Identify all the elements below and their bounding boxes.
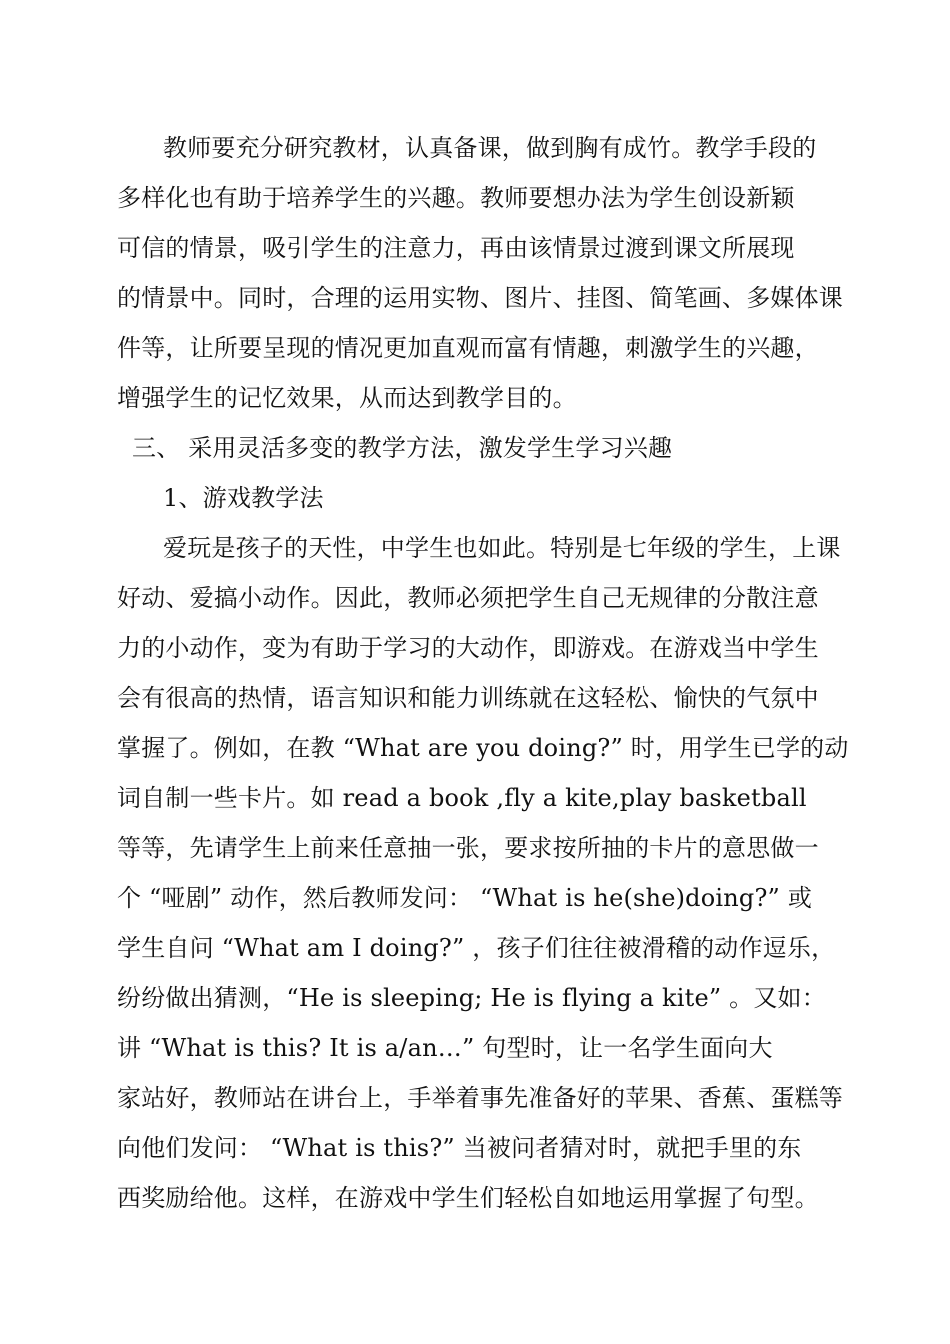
paragraph-line: 多样化也有助于培养学生的兴趣。教师要想办法为学生创设新颖 [117,184,795,212]
paragraph-line: 会有很高的热情，语言知识和能力训练就在这轻松、愉快的气氛中 [117,684,819,712]
paragraph-line: 爱玩是孩子的天性，中学生也如此。特别是七年级的学生，上课 [163,534,841,562]
paragraph-line: 力的小动作，变为有助于学习的大动作，即游戏。在游戏当中学生 [117,634,819,662]
paragraph-line: 纷纷做出猜测，“He is sleeping; He is flying a kite” 。又如： [117,984,826,1012]
paragraph-line: 掌握了。例如，在教 “What are you doing?” 时，用学生已学的动 [117,734,849,762]
paragraph-line: 可信的情景，吸引学生的注意力，再由该情景过渡到课文所展现 [117,234,795,262]
paragraph-line: 等等，先请学生上前来任意抽一张，要求按所抽的卡片的意思做一 [117,834,819,862]
paragraph-line: 学生自问 “What am I doing?” ，孩子们往往被滑稽的动作逗乐， [117,934,836,962]
paragraph-line: 西奖励给他。这样，在游戏中学生们轻松自如地运用掌握了句型。 [117,1184,819,1212]
paragraph-line: 增强学生的记忆效果，从而达到教学目的。 [117,384,577,412]
paragraph-line: 件等，让所要呈现的情况更加直观而富有情趣，刺激学生的兴趣， [117,334,819,362]
paragraph-line: 词自制一些卡片。如 read a book ,fly a kite,play basketball [117,784,807,812]
paragraph-line: 个 “哑剧” 动作，然后教师发问： “What is he(she)doing?” 或 [117,884,813,912]
section-heading: 三、 采用灵活多变的教学方法，激发学生学习兴趣 [132,434,673,462]
paragraph-line: 教师要充分研究教材，认真备课，做到胸有成竹。教学手段的 [163,134,817,162]
paragraph-line: 向他们发问： “What is this?” 当被问者猜对时，就把手里的东 [117,1134,802,1162]
paragraph-line: 讲 “What is this? It is a/an…” 句型时，让一名学生面向大 [117,1034,773,1062]
subsection-heading: 1、游戏教学法 [163,484,324,512]
paragraph-line: 的情景中。同时，合理的运用实物、图片、挂图、简笔画、多媒体课 [117,284,843,312]
paragraph-line: 家站好，教师站在讲台上，手举着事先准备好的苹果、香蕉、蛋糕等 [117,1084,843,1112]
paragraph-line: 好动、爱搞小动作。因此，教师必须把学生自己无规律的分散注意 [117,584,819,612]
